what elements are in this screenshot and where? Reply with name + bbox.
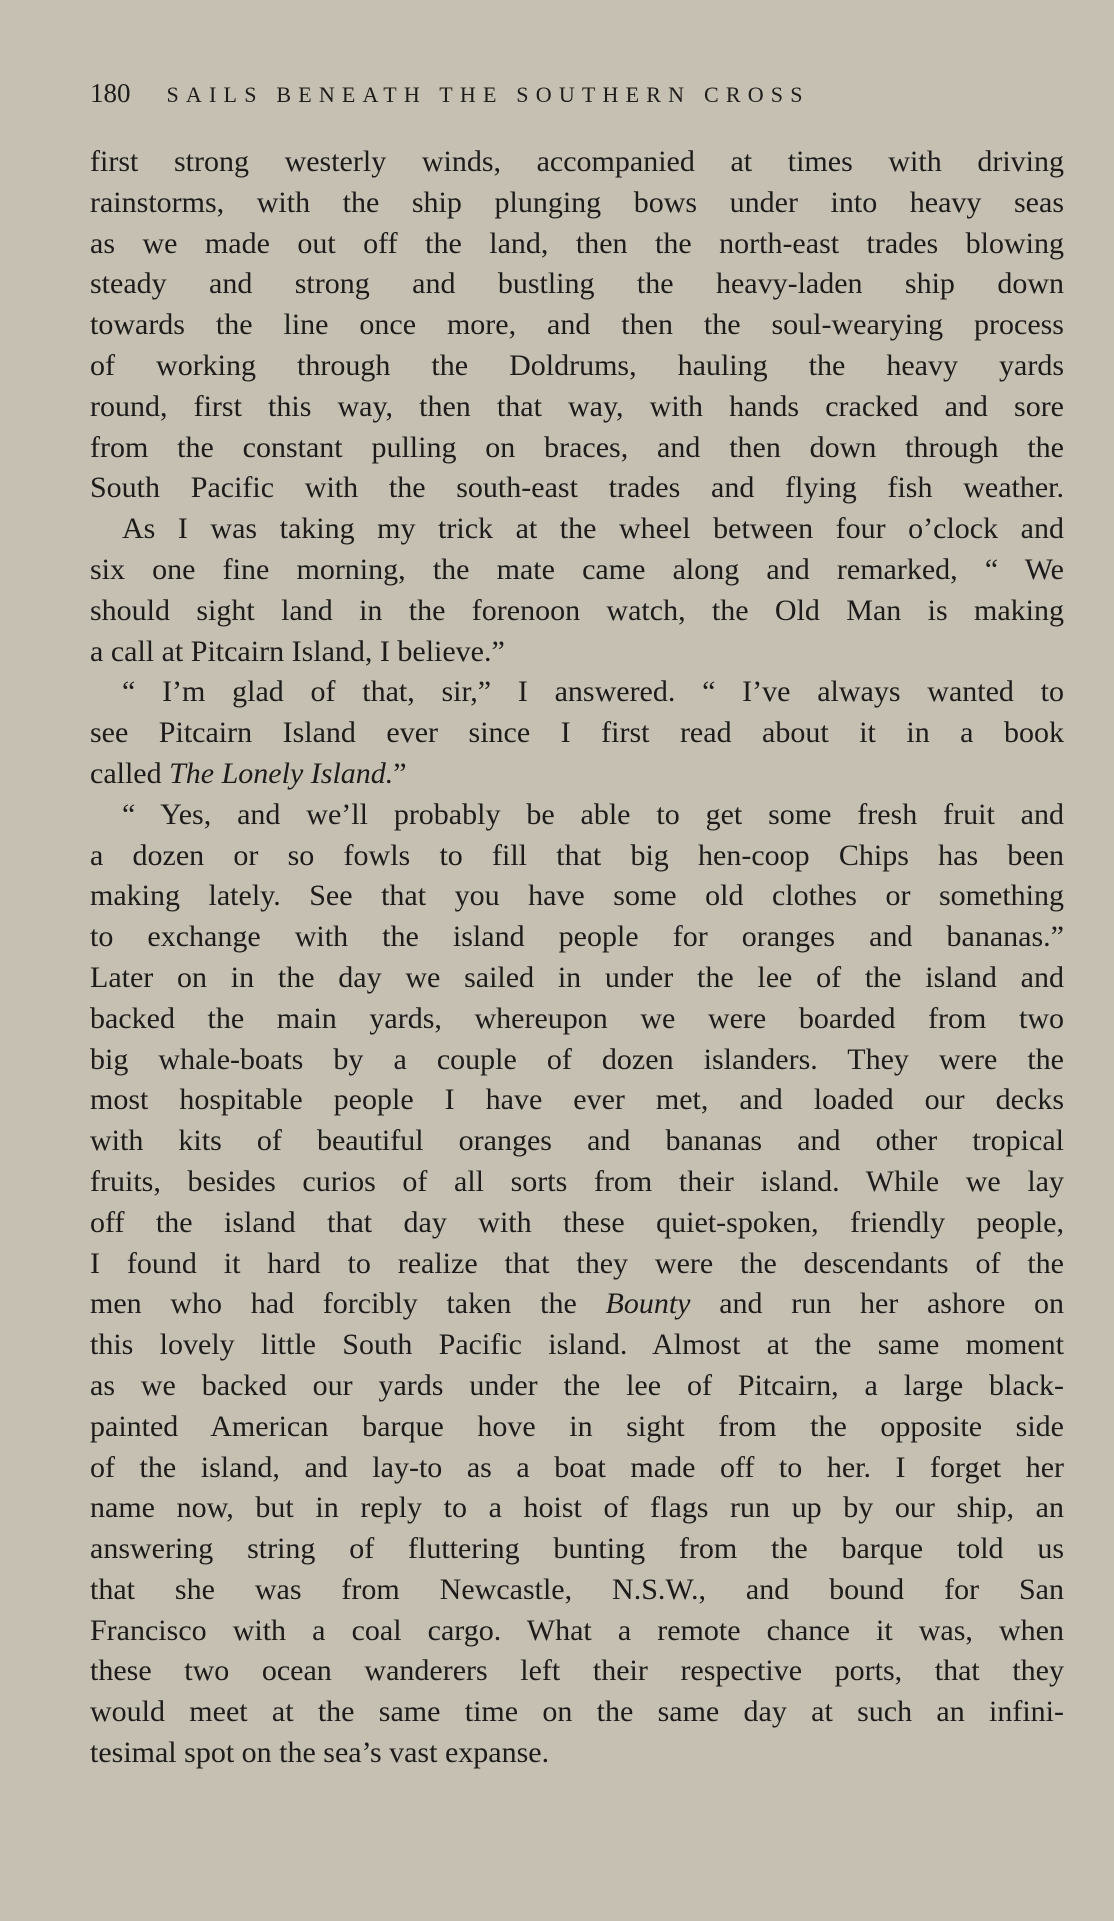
text-line: that she was from Newcastle, N.S.W., and bound for San (90, 1572, 1064, 1606)
text-line: a dozen or so fowls to fill that big hen-coop Chips has been (90, 838, 1064, 872)
line-text: men who had forcibly taken the (90, 1287, 606, 1321)
text-line: fruits, besides curios of all sorts from their island. While we lay (90, 1164, 1064, 1198)
line-text: and run her ashore on (690, 1287, 1064, 1321)
text-line: South Pacific with the south-east trades and flying fish weather. (90, 471, 1064, 505)
text-line: steady and strong and bustling the heavy-laden ship down (90, 267, 1064, 301)
text-line: see Pitcairn Island ever since I first read about it in a book (90, 716, 1064, 750)
text-line: backed the main yards, whereupon we were boarded from two (90, 1001, 1064, 1035)
running-header (90, 76, 1030, 112)
text-line: as we made out off the land, then the north-east trades blowing (90, 226, 1064, 260)
text-line: to exchange with the island people for oranges and bananas.” (90, 920, 1064, 954)
text-line: round, first this way, then that way, with hands cracked and sore (90, 389, 1064, 423)
text-line (90, 1284, 1064, 1325)
body-text (90, 142, 1064, 1774)
book-title: SAILS BENEATH THE SOUTHERN CROSS (166, 82, 810, 107)
text-line: would meet at the same time on the same day at such an infini- (90, 1695, 1064, 1729)
line-text: ” (393, 756, 407, 790)
text-line: first strong westerly winds, accompanied at times with driving (90, 145, 1064, 178)
page-number: 180 (90, 78, 131, 108)
text-line: rainstorms, with the ship plunging bows under into heavy seas (90, 185, 1064, 219)
text-line: should sight land in the forenoon watch, the Old Man is making (90, 593, 1064, 627)
text-line: making lately. See that you have some old clothes or something (90, 879, 1064, 913)
text-line: As I was taking my trick at the wheel between four o’clock and (122, 512, 1064, 546)
text-line: with kits of beautiful oranges and bananas and other tropical (90, 1124, 1064, 1158)
text-line: tesimal spot on the sea’s vast expanse. (90, 1736, 550, 1770)
text-line (90, 754, 1064, 795)
text-line: answering string of fluttering bunting from the barque told us (90, 1532, 1064, 1566)
text-line: this lovely little South Pacific island. Almost at the same moment (90, 1328, 1064, 1362)
line-text: called (90, 756, 170, 790)
italic-ship-name: Bounty (605, 1287, 691, 1321)
text-line: Later on in the day we sailed in under the lee of the island and (90, 960, 1064, 994)
text-line: Francisco with a coal cargo. What a remote chance it was, when (90, 1613, 1064, 1647)
text-line: painted American barque hove in sight from the opposite side (90, 1409, 1064, 1443)
text-line: of the island, and lay-to as a boat made off to her. I forget her (90, 1450, 1064, 1484)
text-line: most hospitable people I have ever met, and loaded our decks (90, 1083, 1064, 1117)
text-line: off the island that day with these quiet-spoken, friendly people, (90, 1205, 1064, 1239)
italic-book-title: The Lonely Island. (169, 756, 394, 790)
text-line: I found it hard to realize that they were the descendants of the (90, 1246, 1064, 1280)
text-line: from the constant pulling on braces, and then down through the (90, 430, 1064, 464)
text-line: towards the line once more, and then the soul-wearying process (90, 308, 1064, 342)
text-line: “ I’m glad of that, sir,” I answered. “ I’ve always wanted to (122, 675, 1064, 709)
text-line: as we backed our yards under the lee of Pitcairn, a large black- (90, 1368, 1064, 1402)
text-line: these two ocean wanderers left their respective ports, that they (90, 1654, 1064, 1688)
text-line: of working through the Doldrums, hauling the heavy yards (90, 348, 1064, 382)
text-line: “ Yes, and we’ll probably be able to get some fresh fruit and (122, 797, 1064, 831)
text-line: name now, but in reply to a hoist of flags run up by our ship, an (90, 1491, 1064, 1525)
text-line: big whale-boats by a couple of dozen islanders. They were the (90, 1042, 1064, 1076)
text-line: a call at Pitcairn Island, I believe.” (90, 634, 505, 668)
text-line: six one fine morning, the mate came along and remarked, “ We (90, 552, 1064, 586)
